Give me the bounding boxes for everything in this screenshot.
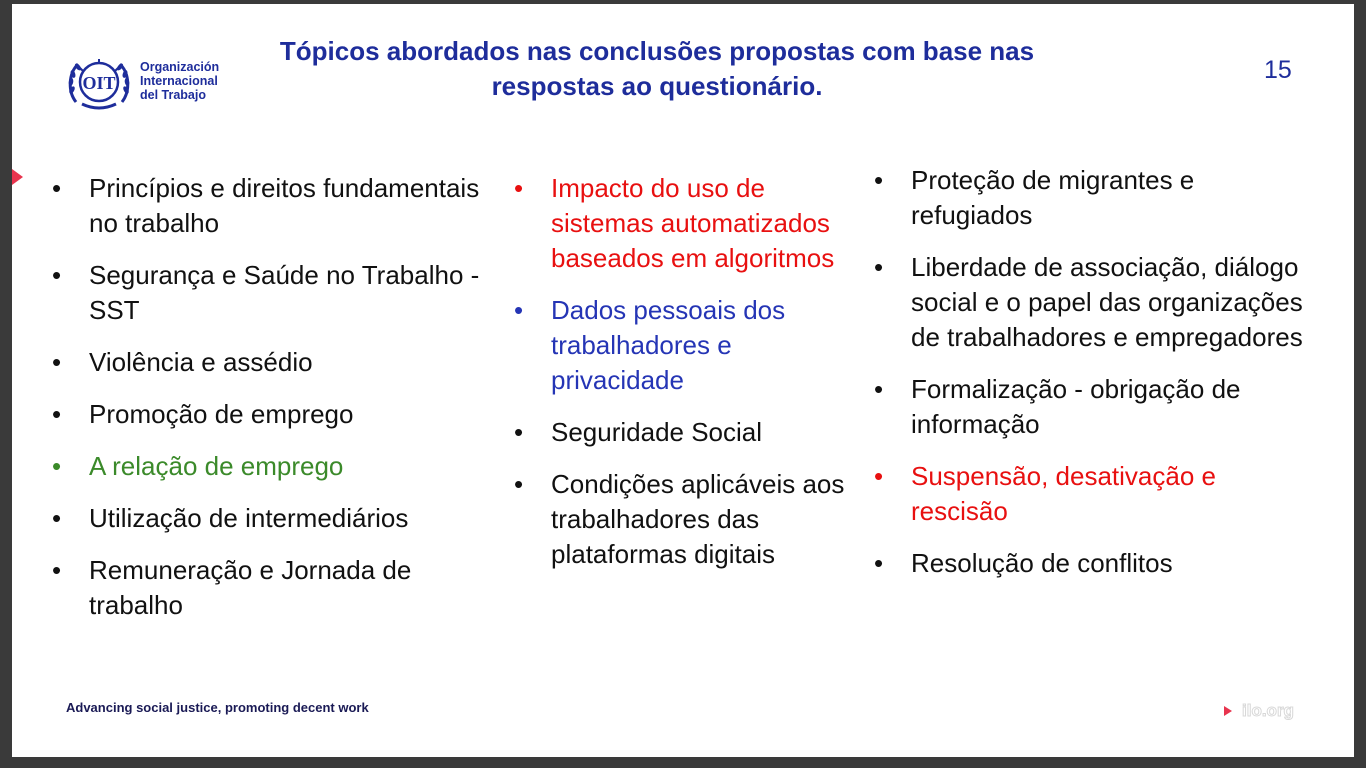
slide-marker-triangle-icon bbox=[12, 169, 23, 185]
topic-text: Liberdade de associação, diálogo social e o papel das organizações de trabalhadores e empregadores bbox=[911, 252, 1303, 352]
slide-title bbox=[262, 34, 1052, 104]
logo-line-1: Organización bbox=[140, 60, 220, 74]
topic-text: Violência e assédio bbox=[89, 347, 313, 377]
topic-text: Formalização - obrigação de informação bbox=[911, 374, 1241, 439]
page-number: 15 bbox=[1264, 56, 1292, 84]
arrow-right-icon bbox=[1224, 706, 1232, 716]
topic-item bbox=[874, 163, 1314, 233]
topic-text: Resolução de conflitos bbox=[911, 548, 1173, 578]
bullet-icon: • bbox=[52, 503, 62, 533]
topic-text: Promoção de emprego bbox=[89, 399, 354, 429]
ilo-link-text[interactable]: ilo.org bbox=[1242, 701, 1294, 720]
topic-item-highlighted bbox=[874, 459, 1314, 529]
bullet-icon: • bbox=[52, 347, 62, 377]
logo-text bbox=[140, 60, 219, 102]
bullet-icon: • bbox=[514, 469, 524, 499]
bullet-icon: • bbox=[514, 417, 524, 447]
bullet-icon: • bbox=[52, 555, 62, 585]
bullet-icon: • bbox=[514, 173, 524, 203]
bullet-icon: • bbox=[52, 451, 62, 481]
topic-item bbox=[52, 171, 492, 241]
topic-item bbox=[874, 372, 1314, 442]
bullet-icon: • bbox=[874, 165, 884, 195]
topic-item bbox=[514, 467, 854, 572]
topic-item bbox=[52, 553, 492, 623]
logo-line-2: Internacional bbox=[140, 74, 218, 88]
topic-text: Impacto do uso de sistemas automatizados baseados em algoritmos bbox=[551, 173, 835, 273]
topic-text: Suspensão, desativação e rescisão bbox=[911, 461, 1216, 526]
slide-title-line-2: respostas ao questionário. bbox=[491, 71, 823, 101]
topic-text: Remuneração e Jornada de trabalho bbox=[89, 555, 412, 620]
bullet-icon: • bbox=[52, 260, 62, 290]
topic-item bbox=[52, 345, 492, 380]
topics-column-3 bbox=[874, 163, 1314, 598]
topic-text: Segurança e Saúde no Trabalho - SST bbox=[89, 260, 480, 325]
ilo-logo bbox=[66, 54, 236, 116]
slide bbox=[12, 4, 1354, 757]
bullet-icon: • bbox=[874, 374, 884, 404]
logo-line-3: del Trabajo bbox=[140, 88, 206, 102]
logo-mark-text: OIT bbox=[82, 73, 116, 93]
topic-item-highlighted bbox=[52, 449, 492, 484]
topic-item bbox=[52, 501, 492, 536]
bullet-icon: • bbox=[52, 399, 62, 429]
topic-item bbox=[874, 546, 1314, 581]
footer-tagline: Advancing social justice, promoting decent work bbox=[66, 700, 369, 715]
bullet-icon: • bbox=[874, 252, 884, 282]
bullet-icon: • bbox=[874, 548, 884, 578]
topic-text: Seguridade Social bbox=[551, 417, 763, 447]
topic-text: Princípios e direitos fundamentais no trabalho bbox=[89, 173, 480, 238]
topic-item bbox=[52, 258, 492, 328]
bullet-icon: • bbox=[874, 461, 884, 491]
topic-text: Utilização de intermediários bbox=[89, 503, 409, 533]
topic-item-highlighted bbox=[514, 293, 854, 398]
topic-item-highlighted bbox=[514, 171, 854, 276]
topic-text: A relação de emprego bbox=[89, 451, 344, 481]
ilo-emblem-icon bbox=[66, 54, 132, 116]
topics-column-2 bbox=[514, 171, 854, 589]
topic-item bbox=[874, 250, 1314, 355]
topic-item bbox=[514, 415, 854, 450]
topic-text: Condições aplicáveis aos trabalhadores das plataformas digitais bbox=[551, 469, 845, 569]
topics-column-1 bbox=[52, 171, 492, 640]
bullet-icon: • bbox=[514, 295, 524, 325]
topic-text: Proteção de migrantes e refugiados bbox=[911, 165, 1195, 230]
slide-title-line-1: Tópicos abordados nas conclusões propostas com base nas bbox=[279, 36, 1035, 66]
bullet-icon: • bbox=[52, 173, 62, 203]
topic-text: Dados pessoais dos trabalhadores e privacidade bbox=[551, 295, 786, 395]
topic-item bbox=[52, 397, 492, 432]
